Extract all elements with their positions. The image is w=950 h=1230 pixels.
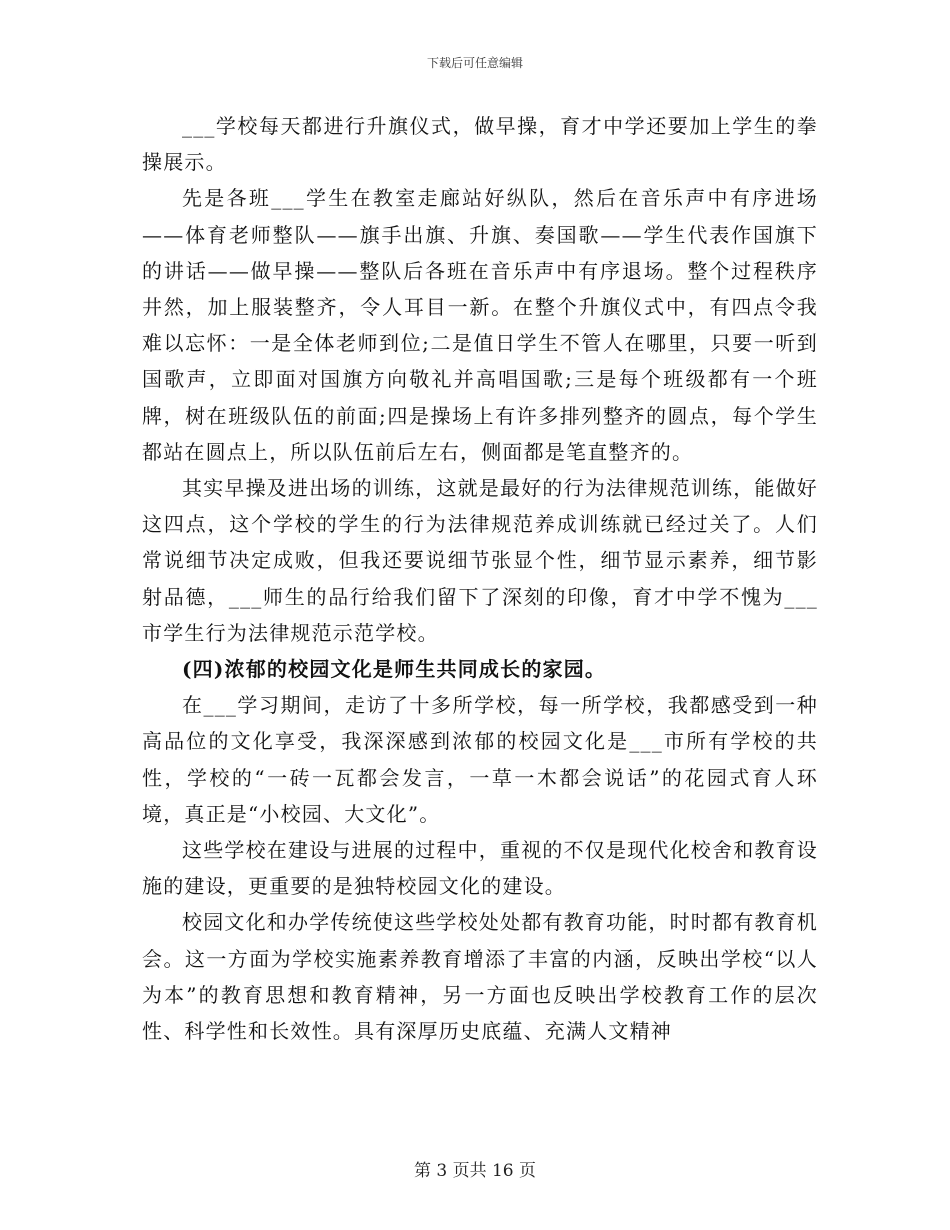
paragraph: 校园文化和办学传统使这些学校处处都有教育功能，时时都有教育机会。这一方面为学校实施素养教育增添了丰富的内涵，反映出学校“以人为本”的教育思想和教育精神，另一方面也反映出学校教育工作的层次性、科学性和长效性。具有深厚历史底蕴、充满人文精神 (142, 910, 818, 1044)
paragraph: 先是各班___学生在教室走廊站好纵队，然后在音乐声中有序进场——体育老师整队——旗手出旗、升旗、奏国歌——学生代表作国旗下的讲话——做早操——整队后各班在音乐声中有序退场。整个过程秩序井然，加上服装整齐，令人耳目一新。在整个升旗仪式中，有四点令我难以忘怀：一是全体老师到位;二是值日学生不管人在哪里，只要一听到国歌声，立即面对国旗方向敬礼并高唱国歌;三是每个班级都有一个班牌，树在班级队伍的前面;四是操场上有许多排列整齐的圆点，每个学生都站在圆点上，所以队伍前后左右，侧面都是笔直整齐的。 (142, 186, 818, 464)
page-footer: 第 3 页共 16 页 (413, 1161, 537, 1181)
page-header: 下载后可任意编辑 (426, 56, 523, 70)
paragraph: 这些学校在建设与进展的过程中，重视的不仅是现代化校舍和教育设施的建设，更重要的是独特校园文化的建设。 (142, 838, 818, 899)
section-heading: (四)浓郁的校园文化是师生共同成长的家园。 (182, 657, 607, 682)
paragraph: 其实早操及进出场的训练，这就是最好的行为法律规范训练，能做好这四点，这个学校的学生的行为法律规范养成训练就已经过关了。人们常说细节决定成败，但我还要说细节张显个性，细节显示素养，细节影射品德，___师生的品行给我们留下了深刻的印像，育才中学不愧为___市学生行为法律规范示范学校。 (142, 476, 818, 645)
paragraph: ___学校每天都进行升旗仪式，做早操，育才中学还要加上学生的拳操展示。 (142, 114, 818, 175)
document-body (142, 108, 818, 1049)
paragraph: 在___学习期间，走访了十多所学校，每一所学校，我都感受到一种高品位的文化享受，我深深感到浓郁的校园文化是___市所有学校的共性，学校的“一砖一瓦都会发言，一草一木都会说话”的花园式育人环境，真正是“小校园、大文化”。 (142, 693, 818, 826)
